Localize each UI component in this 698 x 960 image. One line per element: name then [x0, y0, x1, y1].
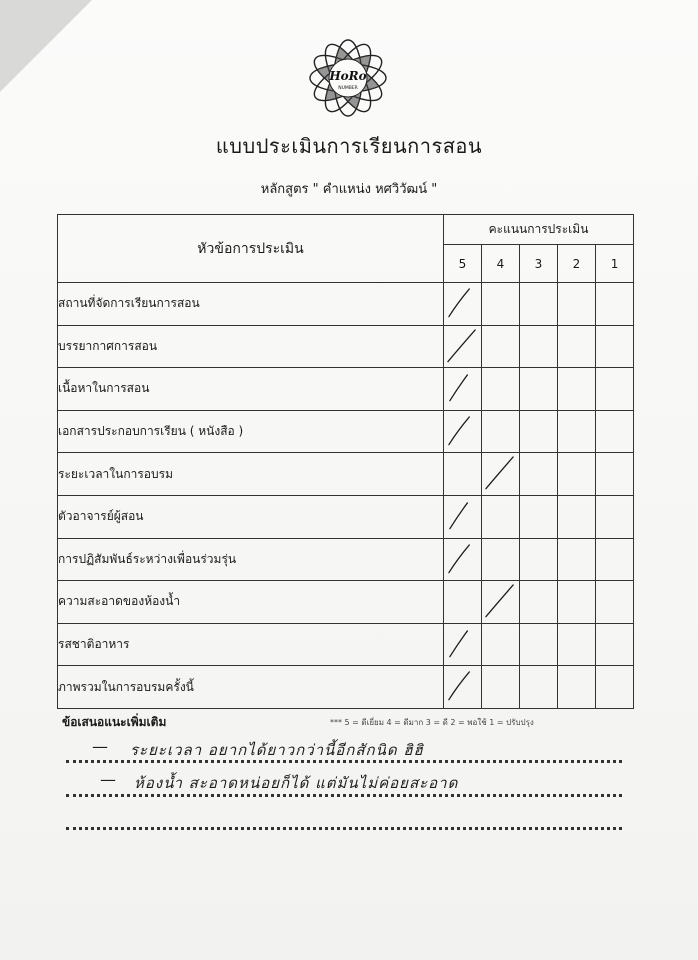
score-column-4: 4: [482, 245, 520, 283]
score-cell-4[interactable]: [482, 666, 520, 709]
score-cell-1[interactable]: [596, 325, 634, 368]
score-cell-5[interactable]: [444, 368, 482, 411]
score-cell-4[interactable]: [482, 325, 520, 368]
score-cell-5[interactable]: [444, 453, 482, 496]
criterion-label: รสชาติอาหาร: [58, 623, 444, 666]
criterion-label: ตัวอาจารย์ผู้สอน: [58, 495, 444, 538]
score-cell-2[interactable]: [558, 325, 596, 368]
table-row: [58, 623, 634, 666]
handwritten-dash-1: —: [92, 737, 108, 756]
score-cell-3[interactable]: [520, 623, 558, 666]
score-cell-2[interactable]: [558, 666, 596, 709]
logo-text: HoRo: [329, 69, 367, 83]
score-cell-5[interactable]: [444, 666, 482, 709]
criterion-label: การปฏิสัมพันธ์ระหว่างเพื่อนร่วมรุ่น: [58, 538, 444, 581]
table-row: [58, 581, 634, 624]
score-cell-3[interactable]: [520, 453, 558, 496]
score-cell-4[interactable]: [482, 538, 520, 581]
table-row: [58, 538, 634, 581]
suggestions-label: ข้อเสนอแนะเพิ่มเติม: [62, 715, 167, 729]
score-cell-1[interactable]: [596, 368, 634, 411]
score-cell-1[interactable]: [596, 623, 634, 666]
score-cell-2[interactable]: [558, 581, 596, 624]
criterion-label: สถานที่จัดการเรียนการสอน: [58, 283, 444, 326]
score-cell-4[interactable]: [482, 495, 520, 538]
score-cell-2[interactable]: [558, 410, 596, 453]
table-row: [58, 283, 634, 326]
score-cell-3[interactable]: [520, 666, 558, 709]
score-cell-2[interactable]: [558, 538, 596, 581]
table-row: [58, 495, 634, 538]
score-cell-5[interactable]: [444, 410, 482, 453]
score-cell-1[interactable]: [596, 495, 634, 538]
check-slash-icon: [444, 539, 481, 581]
topic-header: หัวข้อการประเมิน: [58, 215, 444, 283]
course-subtitle: หลักสูตร " คำแหน่ง หศวิวัฒน์ ": [260, 182, 438, 197]
score-header: คะแนนการประเมิน: [444, 215, 634, 245]
criterion-label: ภาพรวมในการอบรมครั้งนี้: [58, 666, 444, 709]
check-slash-icon: [444, 326, 481, 368]
criterion-label: ระยะเวลาในการอบรม: [58, 453, 444, 496]
dotted-line-2: [66, 794, 622, 797]
table-row: [58, 325, 634, 368]
score-cell-1[interactable]: [596, 453, 634, 496]
dotted-line-3: [66, 827, 622, 830]
check-slash-icon: [444, 666, 481, 708]
score-cell-2[interactable]: [558, 495, 596, 538]
check-slash-icon: [482, 581, 519, 623]
score-cell-3[interactable]: [520, 283, 558, 326]
check-slash-icon: [444, 368, 481, 410]
score-cell-3[interactable]: [520, 538, 558, 581]
criterion-label: เนื้อหาในการสอน: [58, 368, 444, 411]
score-column-3: 3: [520, 245, 558, 283]
score-column-2: 2: [558, 245, 596, 283]
score-cell-2[interactable]: [558, 623, 596, 666]
score-cell-1[interactable]: [596, 410, 634, 453]
score-cell-4[interactable]: [482, 453, 520, 496]
score-cell-1[interactable]: [596, 283, 634, 326]
check-slash-icon: [444, 624, 481, 666]
handwritten-comment-1: ระยะเวลา อยากได้ยาวกว่านี้อีกสักนิด ฮิฮิ: [130, 741, 424, 759]
score-column-5: 5: [444, 245, 482, 283]
score-cell-3[interactable]: [520, 368, 558, 411]
score-cell-2[interactable]: [558, 368, 596, 411]
score-cell-2[interactable]: [558, 453, 596, 496]
evaluation-table: [57, 214, 634, 709]
score-cell-3[interactable]: [520, 410, 558, 453]
dotted-line-1: [66, 760, 622, 763]
score-cell-4[interactable]: [482, 623, 520, 666]
table-row: [58, 368, 634, 411]
score-cell-2[interactable]: [558, 283, 596, 326]
score-cell-4[interactable]: [482, 410, 520, 453]
folded-corner: [0, 0, 92, 92]
score-cell-5[interactable]: [444, 538, 482, 581]
check-slash-icon: [482, 453, 519, 495]
score-cell-4[interactable]: [482, 283, 520, 326]
table-row: [58, 410, 634, 453]
score-cell-5[interactable]: [444, 623, 482, 666]
table-row: [58, 666, 634, 709]
score-cell-1[interactable]: [596, 581, 634, 624]
score-cell-5[interactable]: [444, 283, 482, 326]
score-cell-1[interactable]: [596, 538, 634, 581]
table-row: [58, 453, 634, 496]
score-cell-5[interactable]: [444, 581, 482, 624]
check-slash-icon: [444, 283, 481, 325]
score-cell-3[interactable]: [520, 581, 558, 624]
criterion-label: ความสะอาดของห้องน้ำ: [58, 581, 444, 624]
score-cell-4[interactable]: [482, 581, 520, 624]
check-slash-icon: [444, 496, 481, 538]
logo-subtext: NUMBER: [338, 86, 358, 91]
score-column-1: 1: [596, 245, 634, 283]
score-cell-3[interactable]: [520, 325, 558, 368]
horo-logo: [300, 36, 396, 120]
page-title: แบบประเมินการเรียนการสอน: [215, 134, 483, 158]
score-cell-3[interactable]: [520, 495, 558, 538]
handwritten-dash-2: —: [100, 770, 116, 789]
score-cell-1[interactable]: [596, 666, 634, 709]
criterion-label: เอกสารประกอบการเรียน ( หนังสือ ): [58, 410, 444, 453]
score-cell-5[interactable]: [444, 325, 482, 368]
criterion-label: บรรยากาศการสอน: [58, 325, 444, 368]
check-slash-icon: [444, 411, 481, 453]
score-legend: *** 5 = ดีเยี่ยม 4 = ดีมาก 3 = ดี 2 = พอใช้ 1 = ปรับปรุง: [330, 718, 534, 727]
score-cell-4[interactable]: [482, 368, 520, 411]
handwritten-comment-2: ห้องน้ำ สะอาดหน่อยก็ได้ แต่มันไม่ค่อยสะอาด: [134, 774, 459, 792]
score-cell-5[interactable]: [444, 495, 482, 538]
